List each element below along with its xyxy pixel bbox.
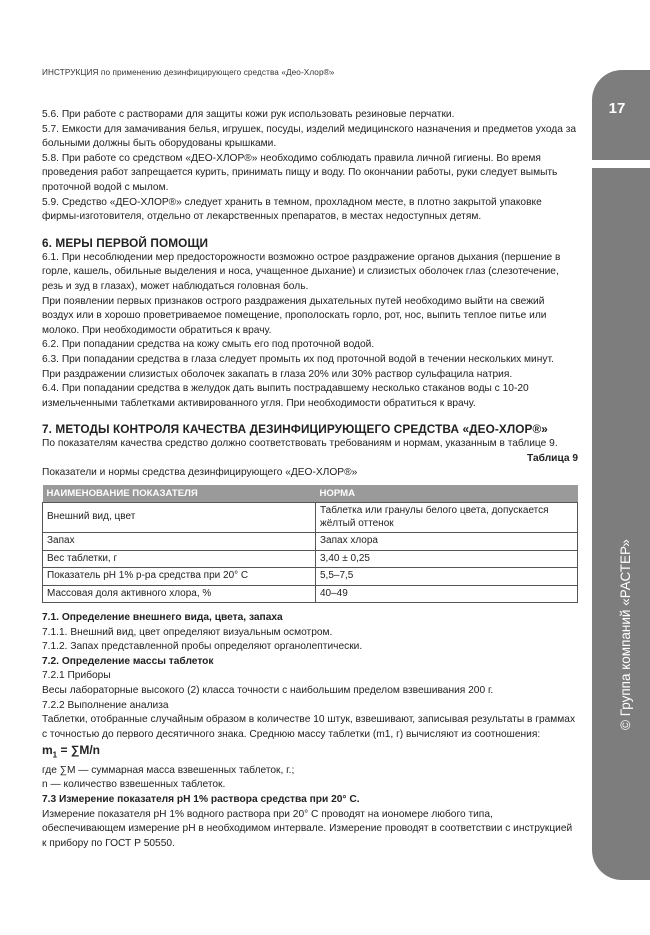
section-7-1-title: 7.1. Определение внешнего вида, цвета, запаха: [42, 612, 283, 624]
table-label: Таблица 9: [527, 452, 578, 464]
paragraph-6-1-cont: При появлении первых признаков острого раздражения дыхательных путей необходимо выйти на свежий воздух или в хорошо проветриваемое помещение, прополоскать горло, рот, нос, выпить теплое питье или молоко. При необходимости обратиться к врачу.: [42, 295, 547, 336]
paragraph-5-8: 5.8. При работе со средством «ДЕО-ХЛОР®» необходимо соблюдать правила личной гигиены. Во время проведения работ запрещается курить, принимать пищу и воду. По окончании работы, руки следует вымыть проточной водой с мылом.: [42, 152, 558, 193]
formula-m: m: [42, 743, 53, 758]
paragraph-6-4: 6.4. При попадании средства в желудок дать выпить пострадавшему несколько стаканов воды с 10-20 измельченными таблетками активированного угля. При необходимости обратиться к врачу.: [42, 383, 529, 409]
formula-subscript: 1: [52, 750, 58, 760]
table-cell: Запах: [43, 533, 316, 551]
table-cell: Внешний вид, цвет: [43, 503, 316, 533]
side-copyright: © Группа компаний «РАСТЕР»: [618, 539, 633, 730]
table-header-norm: НОРМА: [316, 485, 578, 503]
paragraph-6-1: 6.1. При несоблюдении мер предосторожности возможно острое раздражение органов дыхания (першение в горле, кашель, обильные выделения и носа, учащенное дыхание) и слизистых оболочек глаз (слезотечение, резь и зуд в глазах), может наблюдаться головная боль.: [42, 251, 561, 292]
paragraph-7-1-2: 7.1.2. Запах представленной пробы определяют органолептически.: [42, 641, 363, 653]
side-tab: [592, 70, 650, 880]
running-header: ИНСТРУКЦИЯ по применению дезинфицирующего средства «Део-Хлор®»: [42, 68, 335, 77]
paragraph-7-2-2: 7.2.2 Выполнение анализа: [42, 699, 169, 711]
table-row: [43, 503, 578, 533]
formula-rest: = ∑M/n: [57, 743, 101, 758]
table-row: [43, 533, 578, 551]
paragraph-6-2: 6.2. При попадании средства на кожу смыть его под проточной водой.: [42, 339, 375, 351]
table-title: Показатели и нормы средства дезинфицирующего «ДЕО-ХЛОР®»: [42, 467, 358, 479]
paragraph-7-3: Измерение показателя рН 1% водного раствора при 20° С проводят на иономере любого типа, обеспечивающем измерение рН в необходимом интервале. Измерение проводят в соответствии с инструкцией к прибору по ГОСТ Р 50550.: [42, 808, 573, 849]
paragraph-5-6: 5.6. При работе с растворами для защиты кожи рук использовать резиновые перчатки.: [42, 109, 455, 120]
paragraph-5-9: 5.9. Средство «ДЕО-ХЛОР®» следует хранить в темном, прохладном месте, в плотно закрытой упаковке фирмы-изготовителя, отдельно от лекарственных препаратов, в местах недоступных детям.: [42, 196, 542, 223]
formula-where-2: n — количество взвешенных таблеток.: [42, 779, 226, 791]
paragraph-7-2-2-text: Таблетки, отобранные случайным образом в количестве 10 штук, взвешивают, записывая результаты в граммах с точностью до первого десятичного знака. Среднюю массу таблетки (m1, г) вычисляют из соотношения:: [42, 714, 576, 740]
table-row: [43, 585, 578, 603]
section-7-2-title: 7.2. Определение массы таблеток: [42, 655, 214, 667]
paragraph-6-3: 6.3. При попадании средства в глаза следует промыть их под проточной водой в течении нескольких минут.: [42, 353, 554, 365]
table-cell: Вес таблетки, г: [43, 550, 316, 568]
page-content: [42, 108, 578, 851]
table-cell: 3,40 ± 0,25: [316, 550, 578, 568]
table-header-indicator: НАИМЕНОВАНИЕ ПОКАЗАТЕЛЯ: [43, 485, 316, 503]
table-row: [43, 568, 578, 586]
quality-table: [42, 485, 578, 603]
section-7-title: 7. МЕТОДЫ КОНТРОЛЯ КАЧЕСТВА ДЕЗИНФИЦИРУЮЩЕГО СРЕДСТВА «ДЕО-ХЛОР®»: [42, 422, 548, 437]
paragraph-7-2-1-text: Весы лабораторные высокого (2) класса точности с наибольшим пределом взвешивания 200 г.: [42, 685, 494, 697]
table-cell: Показатель рН 1% р-ра средства при 20° С: [43, 568, 316, 586]
table-cell: 40–49: [316, 585, 578, 603]
side-tab-divider: [592, 160, 650, 168]
formula-where-1: где ∑M — суммарная масса взвешенных таблеток, г.;: [42, 764, 295, 776]
table-cell: Массовая доля активного хлора, %: [43, 585, 316, 603]
table-cell: Таблетка или гранулы белого цвета, допускается жёлтый оттенок: [316, 503, 578, 533]
table-cell: 5,5–7,5: [316, 568, 578, 586]
table-row: [43, 550, 578, 568]
paragraph-6-3-cont: При раздражении слизистых оболочек закапать в глаза 20% или 30% раствор сульфацила натрия.: [42, 368, 513, 380]
paragraph-7-1-1: 7.1.1. Внешний вид, цвет определяют визуальным осмотром.: [42, 626, 333, 638]
section-6-title: 6. МЕРЫ ПЕРВОЙ ПОМОЩИ: [42, 235, 209, 250]
section-7-intro: По показателям качества средство должно соответствовать требованиям и нормам, указанным в таблице 9.: [42, 438, 558, 450]
page-number: 17: [608, 100, 626, 117]
paragraph-7-2-1: 7.2.1 Приборы: [42, 670, 111, 682]
table-header-row: [43, 485, 578, 503]
mass-formula: [42, 742, 578, 763]
table-cell: Запах хлора: [316, 533, 578, 551]
section-7-3-title: 7.3 Измерение показателя рН 1% раствора средства при 20° С.: [42, 793, 360, 805]
paragraph-5-7: 5.7. Емкости для замачивания белья, игрушек, посуды, изделий медицинского назначения и предметов ухода за больными должны быть оборудованы крышками.: [42, 123, 577, 150]
